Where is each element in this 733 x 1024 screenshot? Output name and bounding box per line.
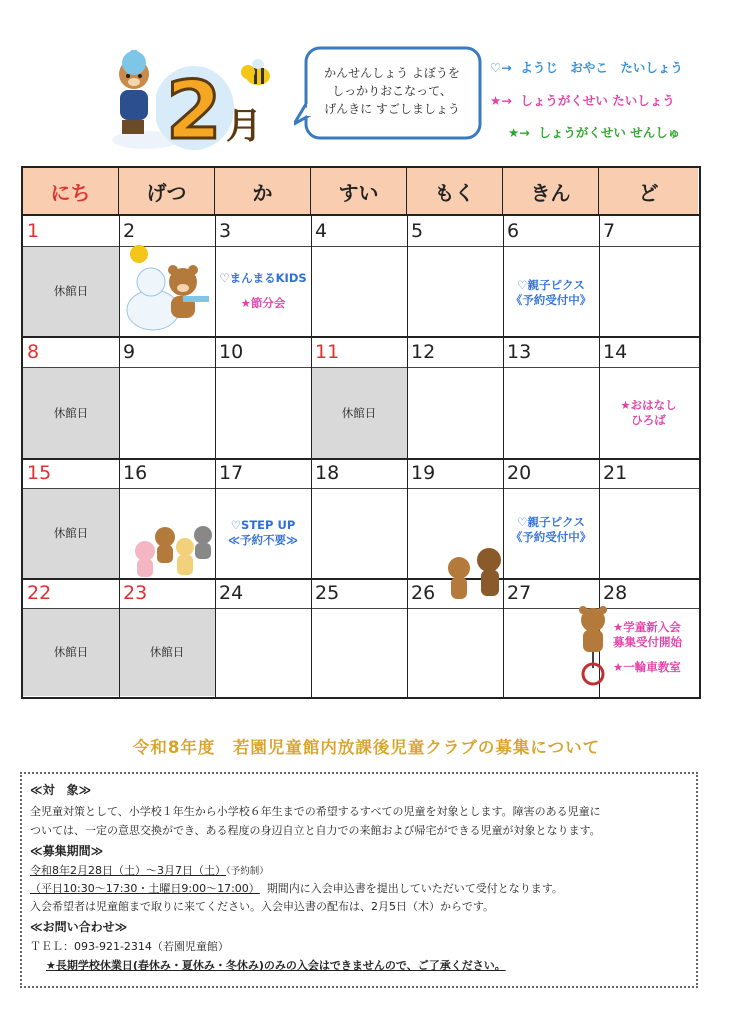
- target-line-2: ついては、一定の意思交換ができ、ある程度の身辺自立と自力での来館および帰宅ができる児童が対象となります。: [30, 824, 601, 837]
- closed-day-8: 休館日: [23, 367, 119, 458]
- event-ohanashi: ★おはなし: [620, 398, 677, 412]
- column-divider: [311, 214, 312, 697]
- weekday-wednesday: すい: [311, 168, 407, 214]
- day-number-7: 7: [603, 220, 616, 242]
- svg-text:2: 2: [166, 64, 222, 157]
- day-number-11: 11: [315, 341, 340, 363]
- day-number-9: 9: [123, 341, 136, 363]
- column-divider: [215, 214, 216, 697]
- day-number-14: 14: [603, 341, 628, 363]
- contact-heading: ≪お問い合わせ≫: [30, 920, 128, 934]
- day-number-28: 28: [603, 582, 628, 604]
- row-divider: [23, 488, 699, 489]
- day-number-25: 25: [315, 582, 340, 604]
- event-step-up: ♡STEP UP: [230, 518, 296, 532]
- column-divider: [407, 214, 408, 697]
- period-dates: 令和8年2月28日（土）～3月7日（土）: [30, 864, 226, 877]
- day-number-2: 2: [123, 220, 136, 242]
- legend-elementary-exclusive: ★→ しょうがくせい せんしゅ: [508, 125, 681, 140]
- day-number-1: 1: [27, 220, 40, 242]
- closed-day-23: 休館日: [119, 608, 215, 696]
- closed-day-11: 休館日: [311, 367, 407, 458]
- event-manmaru-kids: ♡まんまるKIDS: [219, 271, 307, 285]
- snowman-bear-illustration: [121, 240, 213, 332]
- day-number-6: 6: [507, 220, 520, 242]
- svg-text:月: 月: [226, 106, 263, 147]
- long-holiday-notice: ★長期学校休業日(春休み・夏休み・冬休み)のみの入会はできませんので、ご了承ください。: [46, 959, 506, 972]
- day-number-27: 27: [507, 582, 532, 604]
- closed-day-1: 休館日: [23, 246, 119, 336]
- closed-day-15: 休館日: [23, 488, 119, 578]
- contact-tel: ＴＥＬ：093-921-2314（若園児童館）: [30, 940, 229, 953]
- event-reservation-open: 《予約受付中》: [510, 530, 592, 544]
- weekday-sunday: にち: [23, 168, 119, 214]
- period-instructions: 期間内に入会申込書を提出していただいて受付となります。: [266, 882, 563, 895]
- event-unicycle: ★一輪車教室: [613, 660, 681, 674]
- period-line-2: [30, 880, 563, 896]
- event-oyako-pikusu: ♡親子ピクス: [517, 278, 585, 292]
- unicycle-bear-illustration: [571, 606, 617, 686]
- day-number-17: 17: [219, 462, 244, 484]
- day-number-19: 19: [411, 462, 436, 484]
- dancing-bears-illustration: [439, 546, 513, 608]
- event-reservation-open: 《予約受付中》: [510, 293, 592, 307]
- day-number-10: 10: [219, 341, 244, 363]
- speech-bubble-text: かんせんしょう よぼうを しっかりおこなって、 げんきに すごしましょう: [324, 66, 460, 116]
- weekday-tuesday: か: [215, 168, 311, 214]
- target-heading: ≪対 象≫: [30, 783, 92, 797]
- recruitment-title: 令和8年度 若園児童館内放課後児童クラブの募集について: [132, 738, 601, 757]
- event-hiroba: ひろば: [631, 413, 666, 427]
- period-line-1: [30, 862, 269, 878]
- weekday-thursday: もく: [407, 168, 503, 214]
- event-setsubun: ★節分会: [240, 296, 286, 310]
- event-recruit-start: 募集受付開始: [613, 635, 682, 649]
- bee-icon: [236, 52, 276, 92]
- animal-band-illustration: [133, 511, 217, 581]
- day-number-12: 12: [411, 341, 436, 363]
- period-line-3: 入会希望者は児童館まで取りに来てください。入会申込書の配布は、2月5日（木）からです。: [30, 900, 495, 913]
- event-oyako-pikusu: ♡親子ピクス: [517, 515, 585, 529]
- day-number-8: 8: [27, 341, 40, 363]
- row-divider: [23, 336, 699, 338]
- day-number-13: 13: [507, 341, 532, 363]
- period-hours: （平日10:30～17:30・土曜日9:00～17:00）: [30, 882, 260, 895]
- weekday-saturday: ど: [599, 168, 698, 214]
- day-number-15: 15: [27, 462, 52, 484]
- legend-elementary: ★→ しょうがくせい たいしょう: [490, 93, 675, 108]
- day-number-21: 21: [603, 462, 628, 484]
- day-number-5: 5: [411, 220, 424, 242]
- legend-infant-parent: ♡→ ようじ おやこ たいしょう: [490, 60, 683, 75]
- row-divider: [23, 458, 699, 460]
- period-heading: ≪募集期間≫: [30, 844, 104, 858]
- period-note: （予約制）: [226, 866, 269, 877]
- day-number-24: 24: [219, 582, 244, 604]
- closed-day-22: 休館日: [23, 608, 119, 696]
- weekday-friday: きん: [503, 168, 599, 214]
- weekday-monday: げつ: [119, 168, 215, 214]
- day-number-18: 18: [315, 462, 340, 484]
- day-number-22: 22: [27, 582, 52, 604]
- event-gakudo-recruit: ★学童新入会: [613, 620, 681, 634]
- row-divider: [23, 367, 699, 368]
- day-number-16: 16: [123, 462, 148, 484]
- calendar-grid: [21, 166, 701, 699]
- row-divider: [23, 578, 699, 580]
- event-no-reservation: ≪予約不要≫: [227, 533, 299, 547]
- day-number-26: 26: [411, 582, 436, 604]
- day-number-20: 20: [507, 462, 532, 484]
- day-number-4: 4: [315, 220, 328, 242]
- column-divider: [119, 214, 120, 697]
- day-number-23: 23: [123, 582, 148, 604]
- target-line-1: 全児童対策として、小学校１年生から小学校６年生までの希望するすべての児童を対象とします。障害のある児童に: [30, 805, 601, 818]
- day-number-3: 3: [219, 220, 232, 242]
- row-divider: [23, 214, 699, 216]
